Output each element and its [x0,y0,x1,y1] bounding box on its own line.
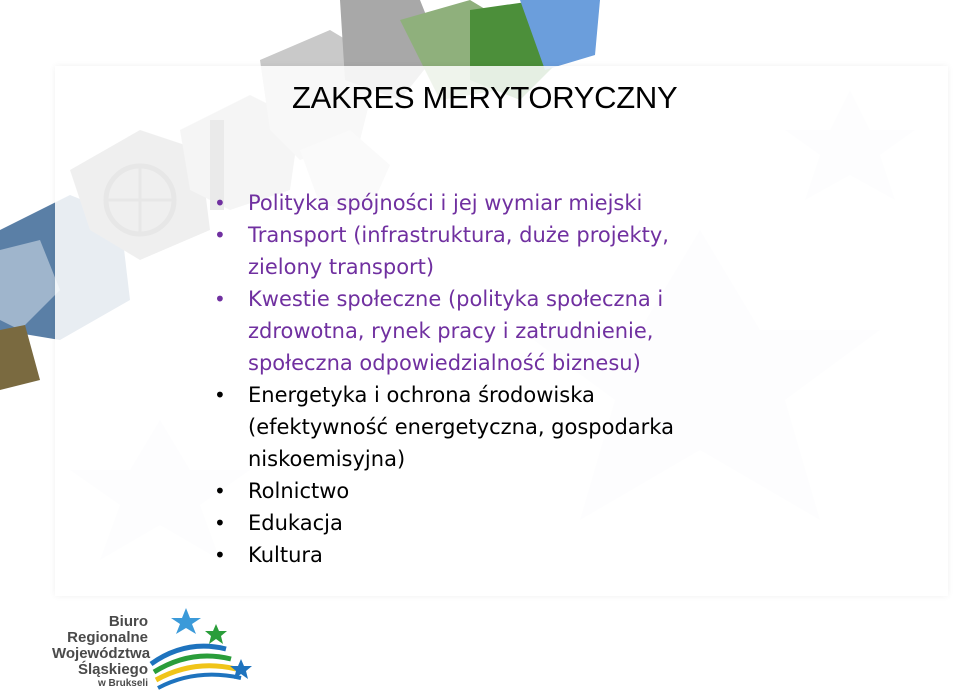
bullet-item [214,187,694,219]
slide-title: ZAKRES MERYTORYCZNY [292,80,678,115]
bullet-text: Polityka spójności i jej wymiar miejski [248,191,643,215]
logo-line: Śląskiego [77,661,148,678]
bullet-item [214,283,694,379]
logo-line: Województwa [52,645,151,662]
bullet-text: Energetyka i ochrona środowiska (efektywność energetyczna, gospodarka niskoemisyjna) [248,383,674,471]
bullet-text: Rolnictwo [248,479,350,503]
logo-text [52,613,151,690]
bullet-item [214,219,694,283]
bullet-text: Transport (infrastruktura, duże projekty, zielony transport) [248,223,669,279]
bullet-item [214,475,694,507]
bullet-item [214,379,694,475]
bullet-text: Edukacja [248,511,343,535]
bullet-item [214,507,694,539]
bullet-text: Kultura [248,543,323,567]
logo-line: w Brukseli [97,678,148,689]
logo-line: Regionalne [67,629,148,646]
bullet-list [214,187,694,571]
logo-star-icon [146,604,256,694]
bullet-item [214,539,694,571]
bullet-text: Kwestie społeczne (polityka społeczna i zdrowotna, rynek pracy i zatrudnienie, społeczna odpowiedzialność biznesu) [248,287,664,375]
logo-line: Biuro [108,613,148,630]
